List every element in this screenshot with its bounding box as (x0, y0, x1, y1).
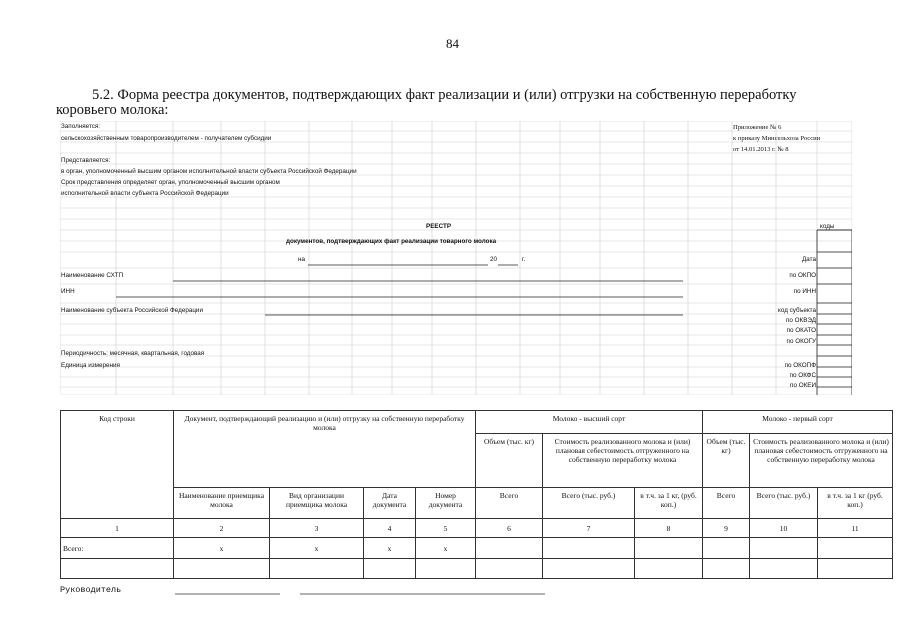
section-heading: 5.2. Форма реестра документов, подтверждающих факт реализации и (или) отгрузки на собственную переработку коровьего молока: (56, 87, 797, 118)
col-num-11: 11 (818, 519, 893, 538)
empty-cell[interactable] (543, 559, 635, 579)
total-cell-11[interactable] (818, 538, 893, 559)
code-okpo-label: по ОКПО (789, 272, 816, 279)
total-cell-8[interactable] (635, 538, 703, 559)
number-row (61, 519, 893, 538)
signature-lines (175, 592, 555, 596)
total-cell-6[interactable] (476, 538, 543, 559)
sub-total-cost-first: Всего (тыс. руб.) (750, 488, 818, 519)
col-num-7: 7 (543, 519, 635, 538)
col-num-6: 6 (476, 519, 543, 538)
empty-cell[interactable] (635, 559, 703, 579)
code-okogu-label: по ОКОГУ (786, 338, 816, 345)
total-cell-10[interactable] (750, 538, 818, 559)
total-x-3: х (270, 538, 364, 559)
total-x-4: х (364, 538, 416, 559)
total-x-2: х (174, 538, 270, 559)
form-deadline-cont: исполнительной власти субъекта Российской Федерации (61, 190, 229, 197)
registry-table (60, 410, 893, 579)
code-okfs-label: по ОКФС (789, 372, 816, 379)
field-sxtp-label: Наименование СХТП (61, 272, 124, 279)
col-num-1: 1 (61, 519, 174, 538)
registry-form (60, 121, 852, 395)
appendix-line-1: Приложение № 6 (733, 124, 782, 131)
header-top-grade: Молоко - высший сорт (476, 411, 703, 434)
empty-cell[interactable] (416, 559, 476, 579)
empty-cell[interactable] (61, 559, 174, 579)
header-volume-top: Объем (тыс. кг) (476, 434, 543, 488)
sub-doc-date: Дата документа (364, 488, 416, 519)
year-suffix: г. (522, 256, 526, 263)
empty-cell[interactable] (750, 559, 818, 579)
form-title: РЕЕСТР (426, 223, 452, 230)
year-prefix: 20 (490, 256, 498, 263)
appendix-line-3: от 14.01.2013 г. № 8 (733, 146, 789, 153)
codes-label: коды (820, 223, 835, 230)
header-first-grade: Молоко - первый сорт (703, 411, 893, 434)
code-okopf-label: по ОКОПФ (784, 362, 816, 369)
sub-doc-number: Номер документа (416, 488, 476, 519)
periodicity-label: Периодичность: месячная, квартальная, годовая (61, 350, 205, 357)
sub-org-type: Вид организации приемщика молока (270, 488, 364, 519)
empty-cell[interactable] (818, 559, 893, 579)
code-okato-label: по ОКАТО (786, 327, 816, 334)
col-num-3: 3 (270, 519, 364, 538)
total-row (61, 538, 893, 559)
sub-receiver-name: Наименование приемщика молока (174, 488, 270, 519)
signature-label: Руководитель (60, 585, 122, 595)
col-num-4: 4 (364, 519, 416, 538)
code-inn-label: по ИНН (793, 288, 816, 295)
header-volume-first: Объем (тыс. кг) (703, 434, 750, 488)
total-x-5: х (416, 538, 476, 559)
form-fill-label: Заполняется: (61, 123, 101, 130)
empty-cell[interactable] (364, 559, 416, 579)
header-cost-top: Стоимость реализованного молока и (или) плановая себестоимость отгруженного на собственную переработку молока (543, 434, 703, 488)
empty-cell[interactable] (476, 559, 543, 579)
form-fill-who: сельскохозяйственным товаропроизводителем - получателем субсидии (61, 135, 272, 142)
empty-cell[interactable] (174, 559, 270, 579)
col-num-10: 10 (750, 519, 818, 538)
empty-cell[interactable] (703, 559, 750, 579)
form-deadline: Срок представления определяет орган, уполномоченный высшим органом (61, 179, 280, 186)
empty-row (61, 559, 893, 579)
total-cell-7[interactable] (543, 538, 635, 559)
total-cell-9[interactable] (703, 538, 750, 559)
form-subtitle: документов, подтверждающих факт реализации товарного молока (286, 238, 497, 245)
col-num-8: 8 (635, 519, 703, 538)
date-label: Дата (802, 256, 816, 263)
form-submit-to: в орган, уполномоченный высшим органом исполнительной власти субъекта Российской Федерации (61, 168, 357, 175)
form-submit-label: Представляется: (61, 157, 111, 164)
empty-cell[interactable] (270, 559, 364, 579)
appendix-line-2: к приказу Минсельхоза России (733, 135, 821, 142)
header-cost-first: Стоимость реализованного молока и (или) плановая себестоимость отгруженного на собственную переработку молока (750, 434, 893, 488)
col-num-2: 2 (174, 519, 270, 538)
unit-label: Единица измерения (61, 362, 120, 369)
sub-total-cost-top: Всего (тыс. руб.) (543, 488, 635, 519)
field-subject-label: Наименование субъекта Российской Федерации (61, 307, 203, 314)
field-inn-label: ИНН (61, 288, 75, 295)
date-prefix: на (298, 256, 305, 263)
code-subject-label: код субъекта (778, 307, 816, 314)
header-code: Код строки (61, 411, 174, 519)
sub-total-volume-top: Всего (476, 488, 543, 519)
header-document: Документ, подтверждающий реализацию и (или) отгрузку на собственную переработку молока (174, 411, 476, 488)
col-num-9: 9 (703, 519, 750, 538)
code-okei-label: по ОКЕИ (790, 382, 816, 389)
sub-per-kg-first: в т.ч. за 1 кг (руб. коп.) (818, 488, 893, 519)
sub-total-volume-first: Всего (703, 488, 750, 519)
code-okved-label: по ОКВЭД (785, 317, 816, 324)
total-label: Всего: (61, 538, 174, 559)
col-num-5: 5 (416, 519, 476, 538)
page-number: 84 (446, 36, 459, 51)
sub-per-kg-top: в т.ч. за 1 кг, (руб. коп.) (635, 488, 703, 519)
